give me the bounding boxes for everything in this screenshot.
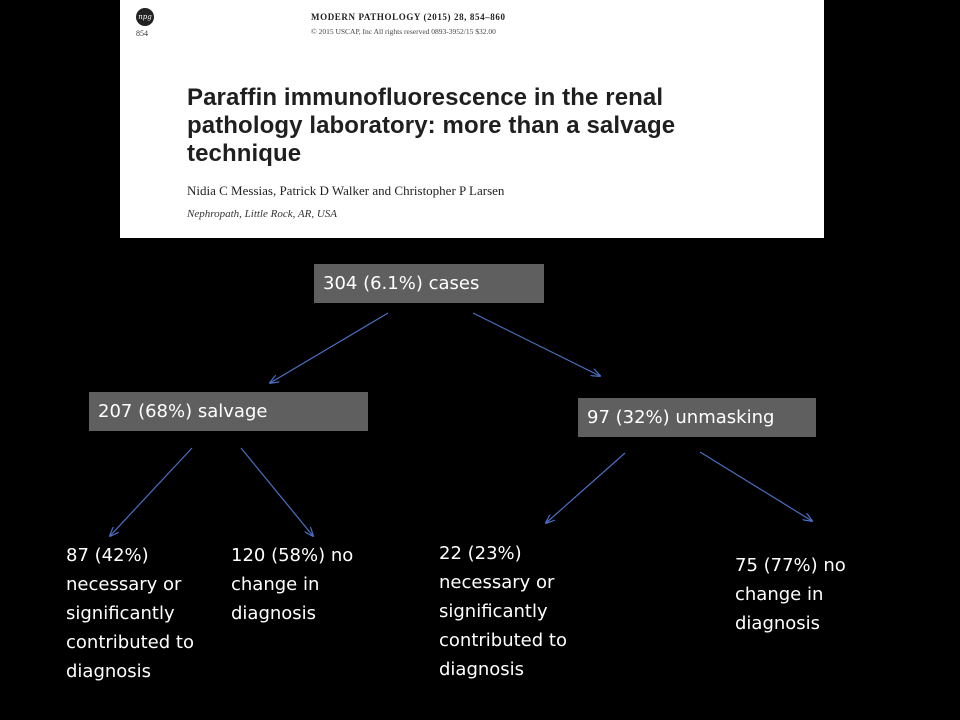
paper-authors: Nidia C Messias, Patrick D Walker and Christopher P Larsen bbox=[187, 183, 505, 198]
arrow-salvage-to-necessary bbox=[110, 448, 192, 536]
arrow-salvage-to-no-change bbox=[241, 448, 313, 536]
title-line: Paraffin immunofluorescence in the renal bbox=[187, 84, 664, 111]
leaf-line: significantly bbox=[439, 601, 548, 622]
leaf-line: change in bbox=[231, 574, 320, 595]
leaf-line: change in bbox=[735, 584, 824, 605]
title-line: technique bbox=[187, 140, 302, 167]
unmasking-no-change-leaf bbox=[735, 551, 846, 638]
arrow-unmasking-to-necessary bbox=[546, 453, 625, 523]
arrow-unmasking-to-no-change bbox=[700, 452, 812, 521]
paper-affiliation: Nephropath, Little Rock, AR, USA bbox=[187, 208, 338, 220]
journal-citation: MODERN PATHOLOGY (2015) 28, 854–860 bbox=[311, 12, 506, 22]
leaf-line: significantly bbox=[66, 603, 175, 624]
copyright-line: © 2015 USCAP, Inc All rights reserved 0893-3952/15 $32.00 bbox=[311, 27, 496, 36]
leaf-line: 120 (58%) no bbox=[231, 545, 354, 566]
leaf-line: diagnosis bbox=[735, 613, 821, 634]
leaf-line: necessary or bbox=[66, 574, 182, 595]
leaf-line: 22 (23%) bbox=[439, 543, 522, 564]
leaf-line: 87 (42%) bbox=[66, 545, 149, 566]
leaf-line: diagnosis bbox=[231, 603, 317, 624]
arrow-root-to-unmasking bbox=[473, 313, 600, 376]
title-line: pathology laboratory: more than a salvage bbox=[187, 112, 676, 139]
leaf-line: diagnosis bbox=[439, 659, 525, 680]
unmasking-necessary-leaf bbox=[439, 539, 567, 684]
publisher-logo: npg bbox=[136, 8, 154, 26]
leaf-line: diagnosis bbox=[66, 661, 152, 682]
leaf-line: 75 (77%) no bbox=[735, 555, 846, 576]
unmasking-node: 97 (32%) unmasking bbox=[578, 398, 816, 437]
leaf-line: necessary or bbox=[439, 572, 555, 593]
salvage-node: 207 (68%) salvage bbox=[89, 392, 368, 431]
arrow-root-to-salvage bbox=[270, 313, 388, 383]
salvage-no-change-leaf bbox=[231, 541, 353, 628]
root-node: 304 (6.1%) cases bbox=[314, 264, 544, 303]
salvage-necessary-leaf bbox=[66, 541, 194, 686]
leaf-line: contributed to bbox=[66, 632, 194, 653]
leaf-line: contributed to bbox=[439, 630, 567, 651]
page-number: 854 bbox=[136, 29, 148, 38]
